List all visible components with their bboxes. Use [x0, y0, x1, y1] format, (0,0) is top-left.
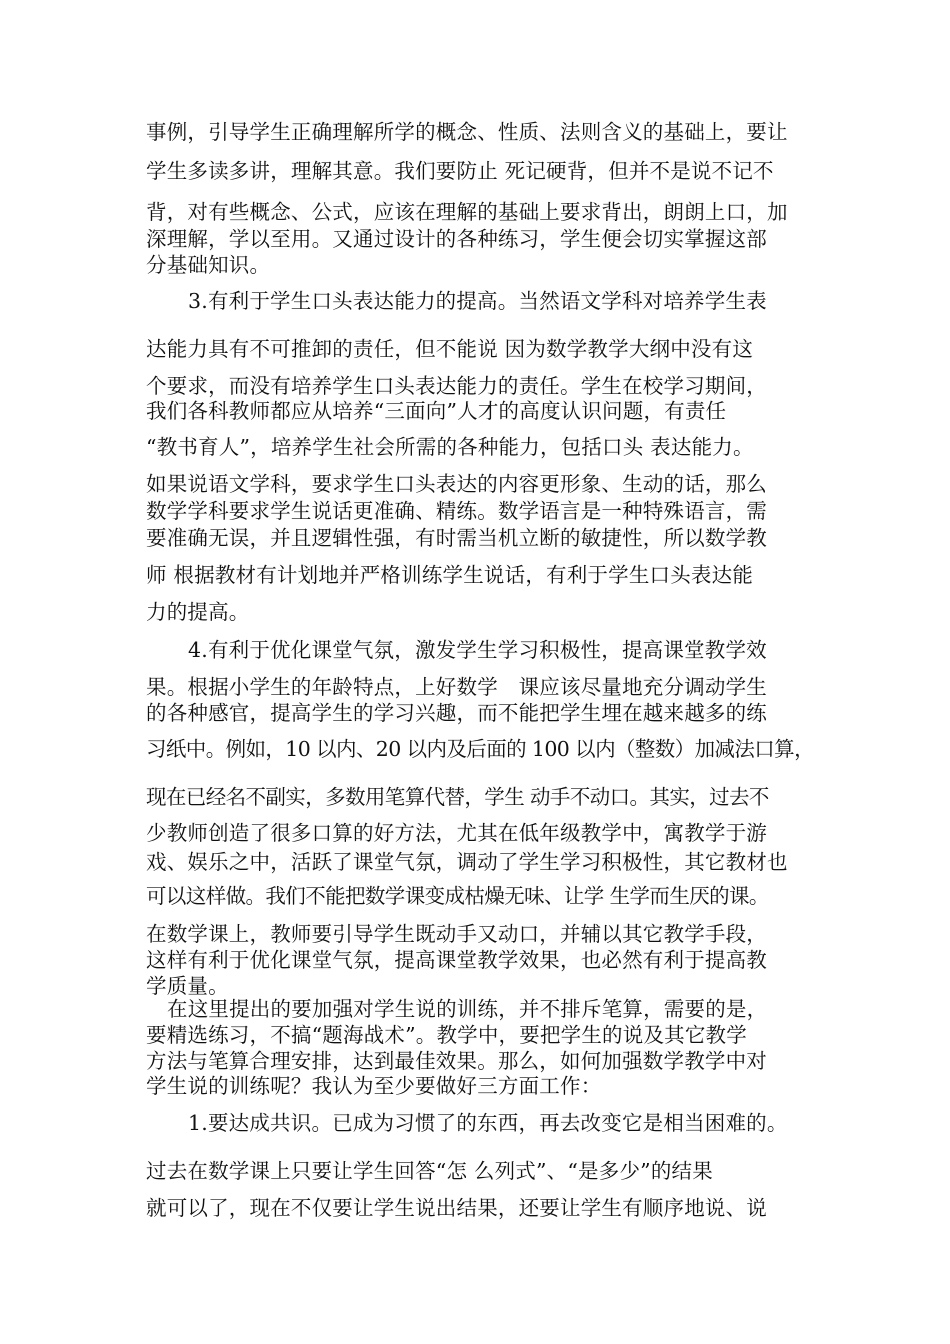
text-line: 要准确无误，并且逻辑性强，有时需当机立断的敏捷性，所以数学教 — [146, 526, 767, 550]
text-line: 分基础知识。 — [146, 253, 271, 277]
text-line: 少教师创造了很多口算的好方法，尤其在低年级教学中，寓教学于游 — [146, 821, 767, 845]
text-line: 过去在数学课上只要让学生回答“怎 么列式”、“是多少”的结果 — [146, 1159, 713, 1183]
text-line: 师 根据教材有计划地并严格训练学生说话，有利于学生口头表达能 — [146, 563, 754, 587]
text-line: 要精选练习，不搞“题海战术”。教学中，要把学生的说及其它教学 — [146, 1023, 747, 1047]
text-line: 这样有利于优化课堂气氛，提高课堂教学效果，也必然有利于提高教 — [146, 948, 767, 972]
paragraph-heading: 3.有利于学生口头表达能力的提高。当然语文学科对培养学生表 — [188, 289, 767, 313]
text-line: 力的提高。 — [146, 600, 250, 624]
text-line: 可以这样做。我们不能把数学课变成枯燥无味、让学 生学而生厌的课。 — [146, 884, 769, 908]
text-line: 学生多读多讲，理解其意。我们要防止 死记硬背，但并不是说不记不 — [146, 159, 774, 183]
text-line: 的各种感官，提高学生的学习兴趣，而不能把学生埋在越来越多的练 — [146, 701, 767, 725]
text-line: “教书育人”，培养学生社会所需的各种能力，包括口头 表达能力。 — [146, 435, 754, 459]
text-line: 学质量。 — [146, 974, 229, 998]
text-line: 戏、娱乐之中，活跃了课堂气氛，调动了学生学习积极性，其它教材也 — [146, 850, 788, 874]
text-line: 深理解，学以至用。又通过设计的各种练习，学生便会切实掌握这部 — [146, 227, 767, 251]
text-line: 习纸中。例如，10 以内、20 以内及后面的 100 以内（整数）加减法口算， — [146, 737, 814, 761]
paragraph-heading: 4.有利于优化课堂气氛，激发学生学习积极性，提高课堂教学效 — [188, 638, 767, 662]
paragraph-start: 在这里提出的要加强对学生说的训练，并不排斥笔算，需要的是， — [167, 997, 768, 1021]
text-line: 在数学课上，教师要引导学生既动手又动口，并辅以其它教学手段， — [146, 922, 767, 946]
text-line: 学生说的训练呢？我认为至少要做好三方面工作： — [146, 1074, 602, 1098]
text-line: 方法与笔算合理安排，达到最佳效果。那么，如何加强数学教学中对 — [146, 1049, 767, 1073]
text-line: 如果说语文学科，要求学生口头表达的内容更形象、生动的话，那么 — [146, 472, 767, 496]
text-line: 背，对有些概念、公式，应该在理解的基础上要求背出，朗朗上口，加 — [146, 200, 788, 224]
text-line: 就可以了，现在不仅要让学生说出结果，还要让学生有顺序地说、说 — [146, 1196, 767, 1220]
text-line: 个要求，而没有培养学生口头表达能力的责任。学生在校学习期间， — [146, 374, 767, 398]
text-line: 达能力具有不可推卸的责任，但不能说 因为数学教学大纲中没有这 — [146, 337, 754, 361]
text-line: 果。根据小学生的年龄特点，上好数学 课应该尽量地充分调动学生 — [146, 675, 767, 699]
paragraph-heading: 1.要达成共识。已成为习惯了的东西，再去改变它是相当困难的。 — [188, 1111, 788, 1135]
text-line: 我们各科教师都应从培养“三面向”人才的高度认识问题，有责任 — [146, 399, 727, 423]
text-line: 事例，引导学生正确理解所学的概念、性质、法则含义的基础上，要让 — [146, 120, 788, 144]
text-line: 数学学科要求学生说话更准确、精练。数学语言是一种特殊语言，需 — [146, 499, 767, 523]
text-line: 现在已经名不副实，多数用笔算代替，学生 动手不动口。其实，过去不 — [146, 785, 769, 809]
